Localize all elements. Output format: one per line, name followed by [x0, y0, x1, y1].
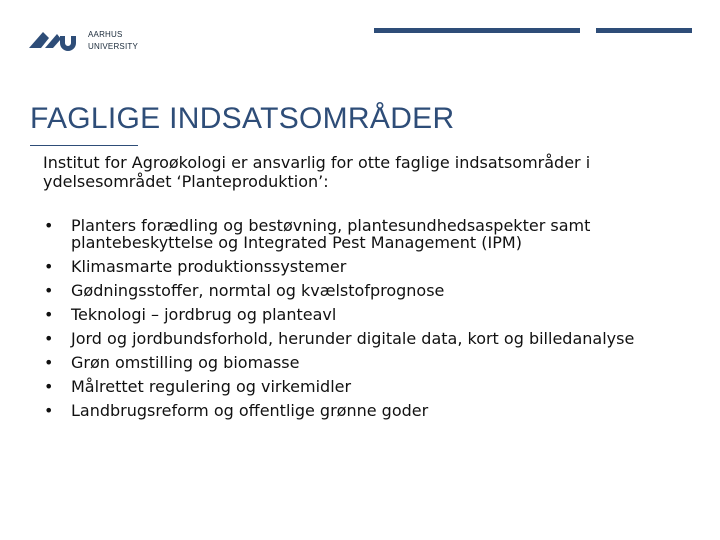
- slide-title: FAGLIGE INDSATSOMRÅDER: [30, 102, 455, 135]
- list-item-text: Gødningsstoffer, normtal og kvælstofprognose: [71, 281, 445, 300]
- list-item-text: Målrettet regulering og virkemidler: [71, 377, 352, 396]
- list-item: [43, 402, 703, 419]
- logo-wordmark: [88, 29, 138, 53]
- list-item-text: Planters forædling og bestøvning, plantesundhedsaspekter samt plantebeskyttelse og Integrated Pest Management (IPM): [71, 216, 591, 252]
- bullet-dot: •: [44, 329, 54, 348]
- aarhus-university-logo-icon: [27, 26, 77, 52]
- logo-line-1: AARHUS: [88, 30, 123, 39]
- header-accent-bar-left: [374, 28, 580, 33]
- list-item: [43, 378, 703, 395]
- bullet-dot: •: [44, 353, 54, 372]
- list-item: [43, 330, 703, 347]
- title-underline: [30, 145, 138, 146]
- bullet-dot: •: [44, 401, 54, 420]
- list-item-text: Grøn omstilling og biomasse: [71, 353, 300, 372]
- bullet-dot: •: [44, 257, 54, 276]
- list-item: [43, 282, 703, 299]
- bullet-dot: •: [44, 281, 54, 300]
- list-item-text: Klimasmarte produktionssystemer: [71, 257, 347, 276]
- list-item: [43, 306, 703, 323]
- bullet-dot: •: [44, 377, 54, 396]
- list-item: [43, 258, 703, 275]
- header-accent-bar-right: [596, 28, 692, 33]
- list-item: [43, 217, 703, 251]
- list-item: [43, 354, 703, 371]
- focus-areas-list: [43, 217, 703, 426]
- intro-paragraph: Institut for Agroøkologi er ansvarlig for otte faglige indsatsområder i ydelsesområdet ‘Planteproduktion’:: [43, 153, 591, 191]
- list-item-text: Teknologi – jordbrug og planteavl: [71, 305, 337, 324]
- list-item-text: Landbrugsreform og offentlige grønne goder: [71, 401, 429, 420]
- bullet-dot: •: [44, 305, 54, 324]
- list-item-text: Jord og jordbundsforhold, herunder digitale data, kort og billedanalyse: [71, 329, 635, 348]
- bullet-dot: •: [44, 216, 54, 235]
- logo-line-2: UNIVERSITY: [88, 42, 139, 51]
